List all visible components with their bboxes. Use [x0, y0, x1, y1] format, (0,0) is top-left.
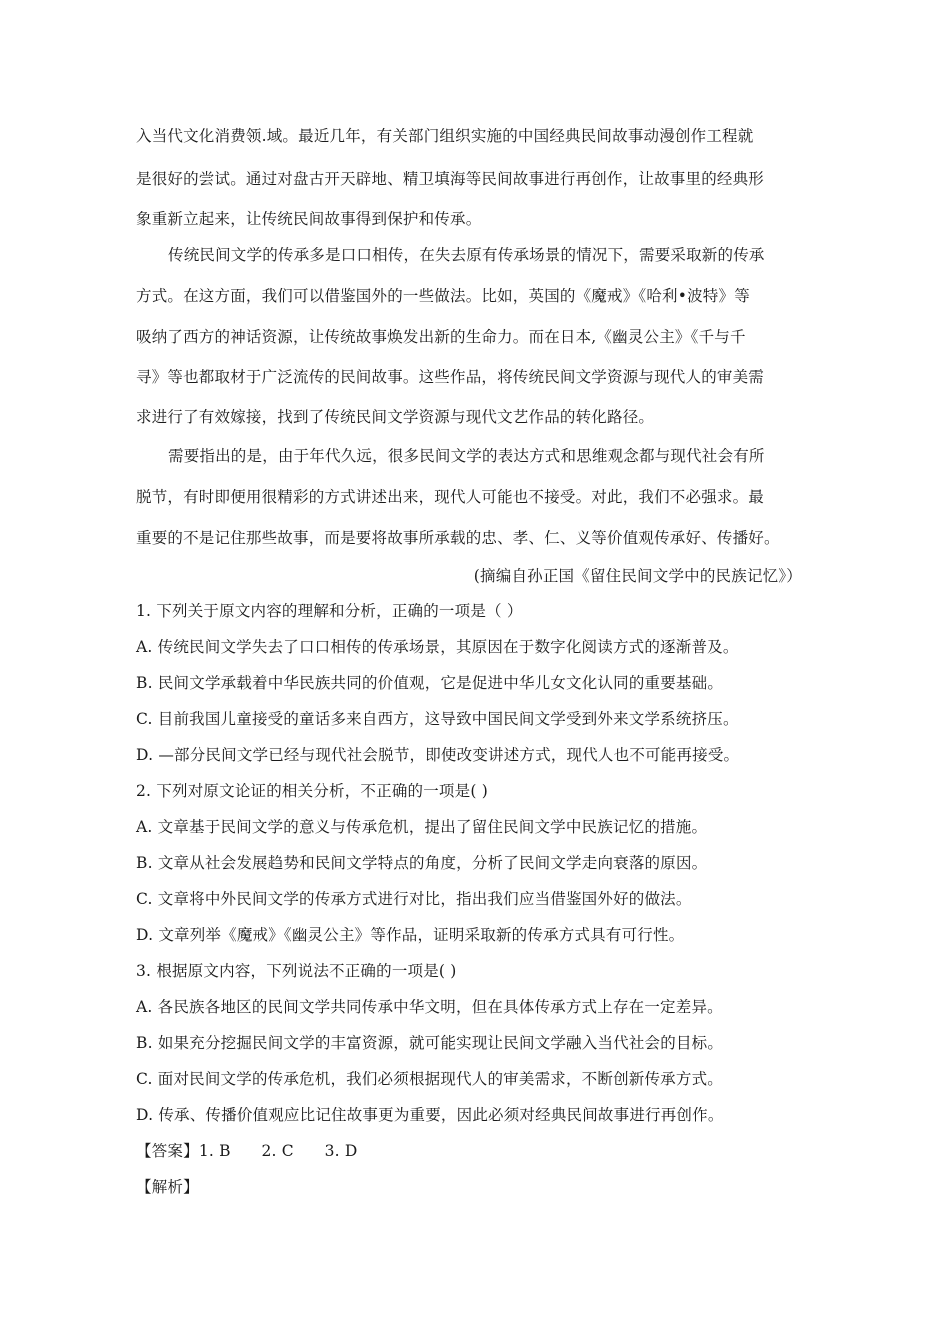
answer-line [136, 1141, 358, 1161]
passage-line: 是很好的尝试。通过对盘古开天辟地、精卫填海等民间故事进行再创作，让故事里的经典形 [136, 170, 765, 188]
passage-line: 寻》等也都取材于广泛流传的民间故事。这些作品，将传统民间文学资源与现代人的审美需 [136, 368, 765, 386]
question-option: A. 传统民间文学失去了口口相传的传承场景，其原因在于数字化阅读方式的逐渐普及。 [136, 638, 739, 656]
passage-line: 传统民间文学的传承多是口口相传，在失去原有传承场景的情况下，需要采取新的传承 [168, 246, 765, 264]
question-option: B. 文章从社会发展趋势和民间文学特点的角度，分析了民间文学走向衰落的原因。 [136, 854, 708, 872]
passage-line: 吸纳了西方的神话资源，让传统故事焕发出新的生命力。而在日本,《幽灵公主》《千与千 [136, 328, 746, 346]
question-option: A. 各民族各地区的民间文学共同传承中华文明，但在具体传承方式上存在一定差异。 [136, 998, 723, 1016]
question-option: D. —部分民间文学已经与现代社会脱节，即使改变讲述方式，现代人也不可能再接受。 [136, 746, 740, 764]
question-option: C. 目前我国儿童接受的童话多来自西方，这导致中国民间文学受到外来文学系统挤压。 [136, 710, 739, 728]
passage-source: (摘编自孙正国《留住民间文学中的民族记忆》） [473, 567, 802, 585]
question-stem: 1. 下列关于原文内容的理解和分析，正确的一项是（ ） [136, 602, 523, 620]
question-option: B. 民间文学承载着中华民族共同的价值观，它是促进中华儿女文化认同的重要基础。 [136, 674, 724, 692]
question-option: B. 如果充分挖掘民间文学的丰富资源，就可能实现让民间文学融入当代社会的目标。 [136, 1034, 724, 1052]
passage-line: 方式。在这方面，我们可以借鉴国外的一些做法。比如，英国的《魔戒》《哈利•波特》等 [136, 287, 750, 305]
passage-line: 需要指出的是，由于年代久远，很多民间文学的表达方式和思维观念都与现代社会有所 [168, 447, 765, 465]
passage-line: 脱节，有时即便用很精彩的方式讲述出来，现代人可能也不接受。对此，我们不必强求。最 [136, 488, 765, 506]
question-stem: 3. 根据原文内容，下列说法不正确的一项是( ) [136, 962, 457, 980]
analysis-label: 【解析】 [136, 1178, 199, 1196]
passage-line: 入当代文化消费领.域。最近几年，有关部门组织实施的中国经典民间故事动漫创作工程就 [136, 127, 754, 145]
question-option: A. 文章基于民间文学的意义与传承危机，提出了留住民间文学中民族记忆的措施。 [136, 818, 708, 836]
answer-text: 1. B 2. C 3. D [198, 1142, 358, 1160]
question-stem: 2. 下列对原文论证的相关分析，不正确的一项是( ) [136, 782, 488, 800]
question-option: C. 文章将中外民间文学的传承方式进行对比，指出我们应当借鉴国外好的做法。 [136, 890, 692, 908]
passage-line: 重要的不是记住那些故事，而是要将故事所承载的忠、孝、仁、义等价值观传承好、传播好。 [136, 529, 780, 547]
answer-label: 【答案】 [136, 1142, 199, 1160]
question-option: D. 文章列举《魔戒》《幽灵公主》等作品，证明采取新的传承方式具有可行性。 [136, 926, 685, 944]
passage-line: 求进行了有效嫁接，找到了传统民间文学资源与现代文艺作品的转化路径。 [136, 408, 655, 426]
passage-line: 象重新立起来，让传统民间故事得到保护和传承。 [136, 210, 482, 228]
question-option: D. 传承、传播价值观应比记住故事更为重要，因此必须对经典民间故事进行再创作。 [136, 1106, 724, 1124]
question-option: C. 面对民间文学的传承危机，我们必须根据现代人的审美需求，不断创新传承方式。 [136, 1070, 723, 1088]
